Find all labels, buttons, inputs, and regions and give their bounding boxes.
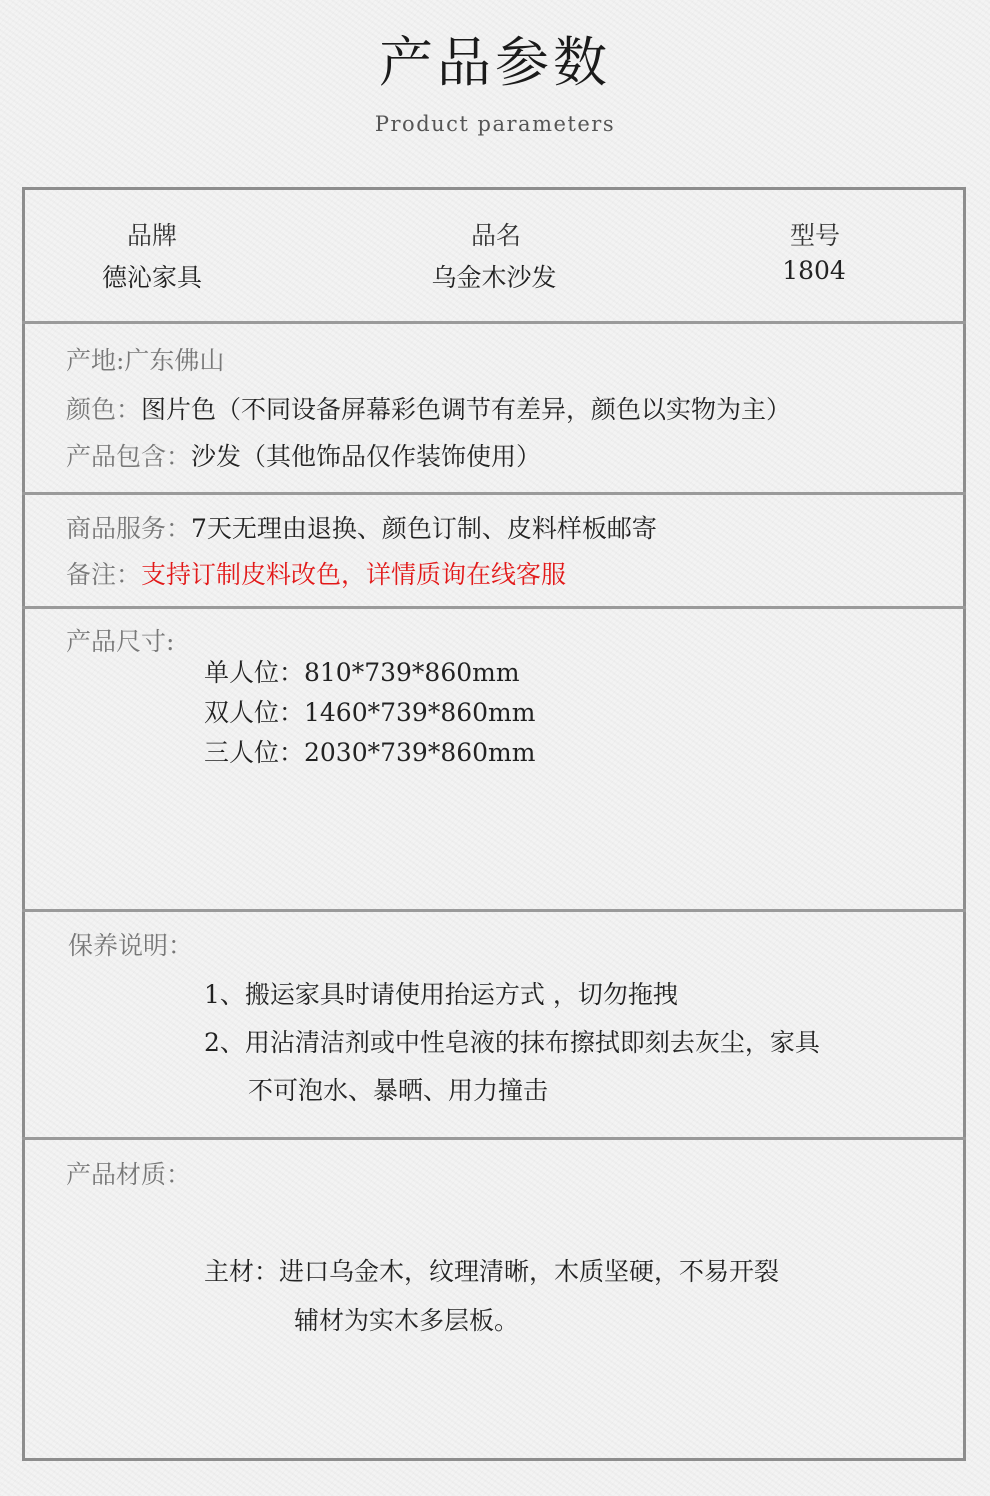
care-item-2-cont: 不可泡水、暴晒、用力撞击	[248, 1076, 549, 1105]
name-label: 品名	[470, 221, 521, 250]
color-value: 图片色（不同设备屏幕彩色调节有差异，颜色以实物为主）	[141, 395, 792, 424]
dimension-triple: 三人位：2030*739*860mm	[204, 738, 536, 767]
dimensions-label: 产品尺寸:	[66, 627, 175, 656]
dimension-single: 单人位：810*739*860mm	[204, 658, 520, 687]
model-value: 1804	[782, 256, 846, 285]
color-row	[66, 394, 791, 426]
name-value: 乌金木沙发	[431, 263, 557, 292]
dimension-double: 双人位：1460*739*860mm	[204, 698, 536, 727]
model-label: 型号	[789, 221, 840, 250]
includes-row	[66, 441, 541, 473]
divider-2	[22, 492, 966, 495]
material-main: 主材：进口乌金木，纹理清晰，木质坚硬，不易开裂	[204, 1257, 780, 1286]
note-value: 支持订制皮料改色，详情质询在线客服	[141, 560, 567, 589]
material-label: 产品材质：	[66, 1160, 192, 1189]
color-label: 颜色：	[66, 395, 142, 424]
brand-value: 德沁家具	[101, 263, 202, 292]
page-subtitle: Product parameters	[374, 112, 616, 136]
service-value: 7天无理由退换、颜色订制、皮料样板邮寄	[191, 514, 657, 543]
includes-label: 产品包含：	[66, 442, 192, 471]
note-label: 备注：	[66, 560, 142, 589]
brand-label: 品牌	[126, 221, 177, 250]
page-title: 产品参数	[379, 31, 611, 94]
service-label: 商品服务：	[66, 514, 192, 543]
care-label: 保养说明：	[68, 931, 194, 960]
divider-3	[22, 606, 966, 609]
note-row	[66, 559, 566, 591]
divider-5	[22, 1137, 966, 1140]
material-secondary: 辅材为实木多层板。	[294, 1306, 520, 1335]
origin-text: 产地:广东佛山	[66, 346, 225, 375]
includes-value: 沙发（其他饰品仅作装饰使用）	[191, 442, 542, 471]
care-item-2: 2、用沾清洁剂或中性皂液的抹布擦拭即刻去灰尘，家具	[204, 1028, 820, 1057]
divider-4	[22, 909, 966, 912]
divider-1	[22, 321, 966, 324]
service-row	[66, 513, 657, 545]
care-item-1: 1、搬运家具时请使用抬运方式 ，切勿拖拽	[204, 980, 678, 1009]
